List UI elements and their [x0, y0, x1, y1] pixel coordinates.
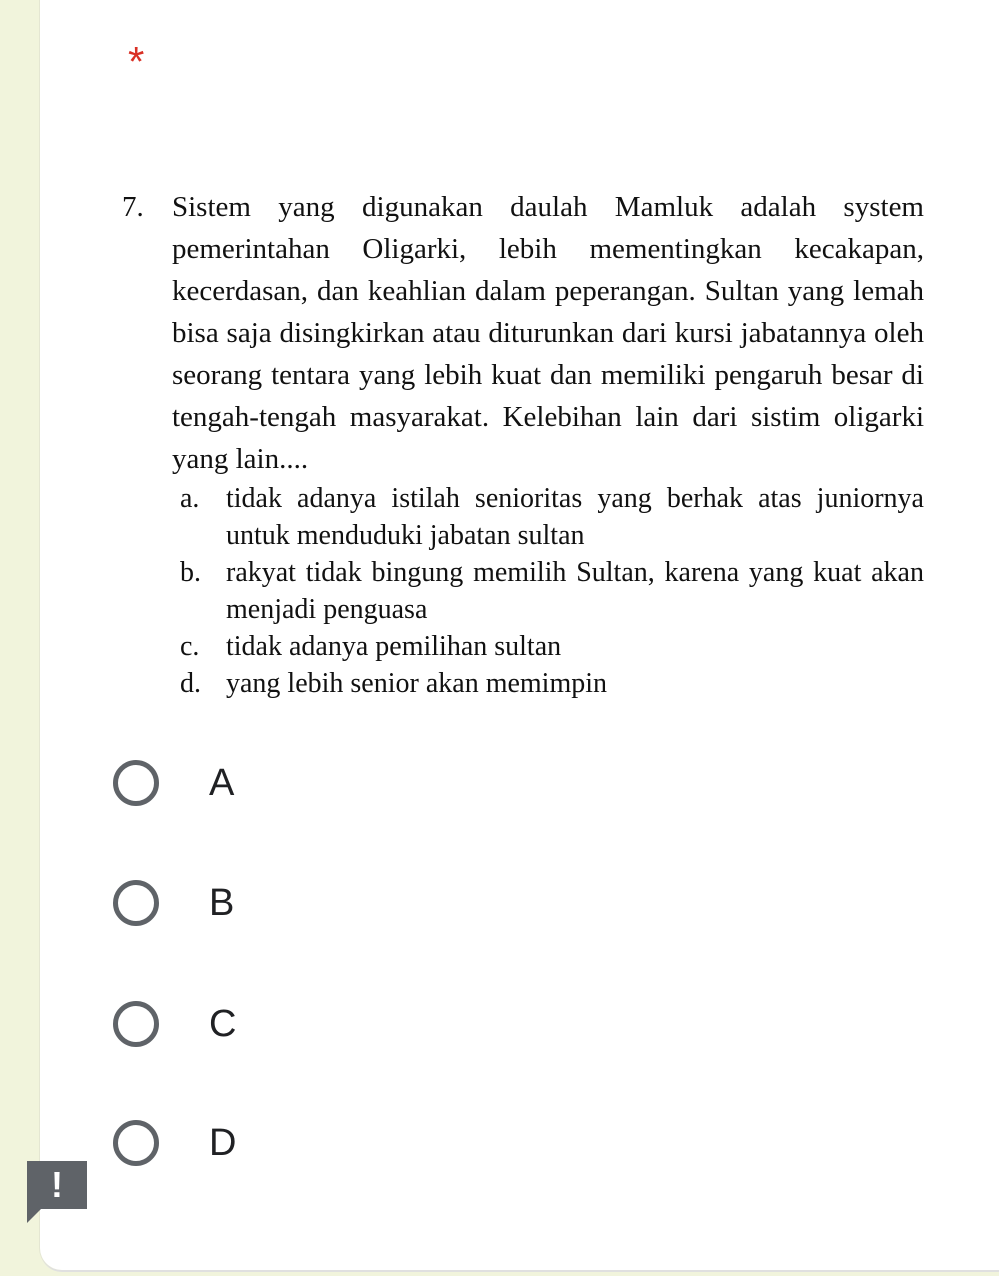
option-item	[180, 554, 924, 628]
question-options	[180, 480, 924, 702]
choice-d[interactable]	[113, 1112, 236, 1174]
choice-b[interactable]	[113, 872, 234, 934]
option-text: tidak adanya pemilihan sultan	[226, 631, 562, 662]
option-text: tidak adanya istilah senioritas yang berhak atas juniornya untuk menduduki jabatan sultan	[226, 483, 924, 551]
radio-button-d[interactable]	[113, 1120, 159, 1166]
radio-button-c[interactable]	[113, 1001, 159, 1047]
option-text: yang lebih senior akan memimpin	[226, 668, 608, 699]
option-item	[180, 628, 924, 665]
option-letter: a.	[180, 483, 200, 514]
choice-a[interactable]	[113, 752, 234, 814]
choice-label-c[interactable]: C	[209, 1002, 237, 1045]
question-image-content	[122, 186, 924, 702]
option-letter: b.	[180, 557, 201, 588]
radio-button-a[interactable]	[113, 760, 159, 806]
option-letter: d.	[180, 668, 201, 699]
question-number: 7.	[122, 191, 144, 223]
radio-button-b[interactable]	[113, 880, 159, 926]
question-text: Sistem yang digunakan daulah Mamluk adalah system pemerintahan Oligarki, lebih mementingkan kecakapan, kecerdasan, dan keahlian dalam peperangan. Sultan yang lemah bisa saja disingkirkan atau diturunkan dari kursi jabatannya oleh seorang tentara yang lebih kuat dan memiliki pengaruh besar di tengah-tengah masyarakat. Kelebihan lain dari sistim oligarki yang lain....	[172, 191, 924, 475]
choice-c[interactable]	[113, 993, 236, 1055]
option-item	[180, 480, 924, 554]
option-letter: c.	[180, 631, 200, 662]
choice-label-a[interactable]: A	[209, 761, 235, 804]
choice-label-d[interactable]: D	[209, 1121, 237, 1164]
required-marker: *	[128, 38, 145, 85]
option-item	[180, 665, 924, 702]
question-stem	[122, 186, 924, 480]
error-indicator-text: !	[51, 1164, 63, 1205]
error-exclamation-icon	[27, 1161, 87, 1209]
choice-label-b[interactable]: B	[209, 881, 235, 924]
option-text: rakyat tidak bingung memilih Sultan, karena yang kuat akan menjadi penguasa	[226, 557, 924, 625]
